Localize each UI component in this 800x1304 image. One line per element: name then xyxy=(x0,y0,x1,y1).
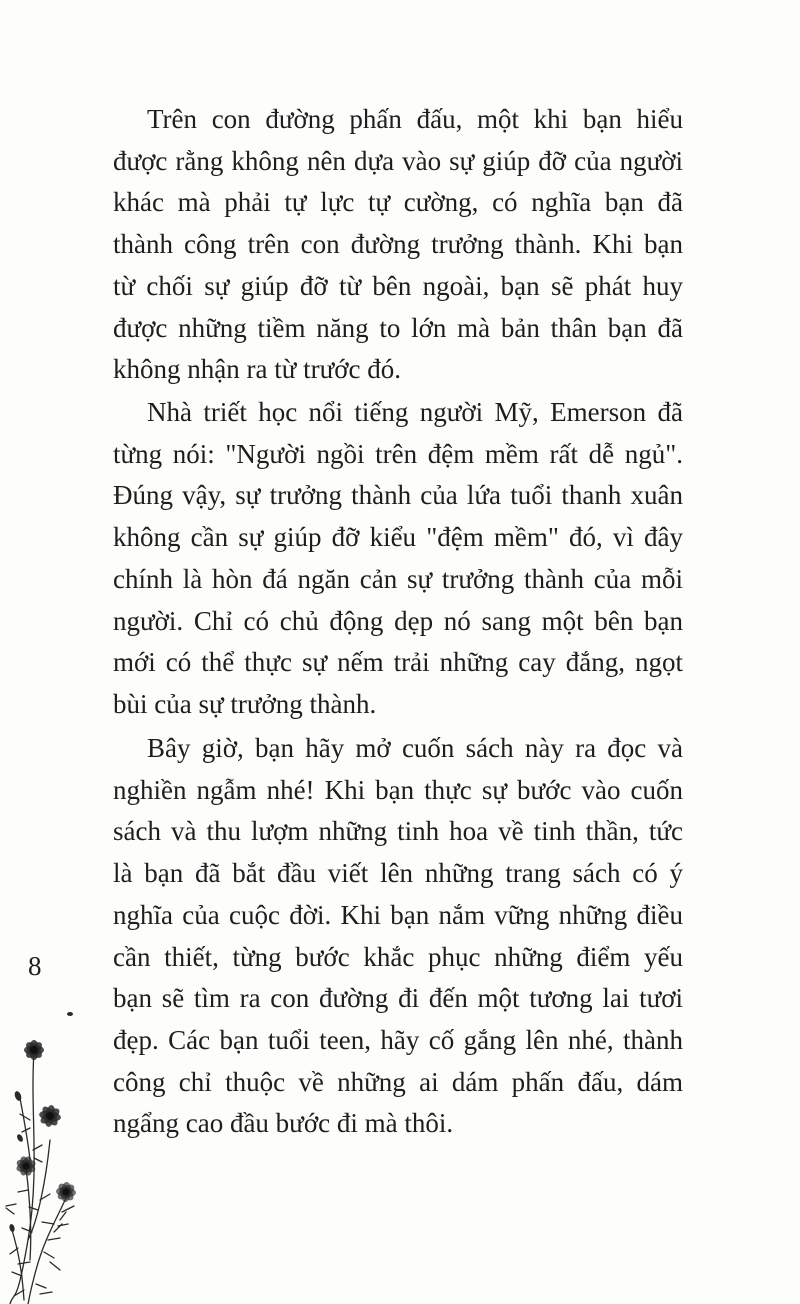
text-line: bạn sẽ tìm ra con đường đi đến một tương lai tươi xyxy=(113,983,683,1014)
text-line: được rằng không nên dựa vào sự giúp đỡ của người xyxy=(113,145,683,176)
text-line: nghĩa của cuộc đời. Khi bạn nắm vững những điều xyxy=(113,899,683,930)
paragraph-2 xyxy=(113,392,683,726)
paragraph-1 xyxy=(113,99,683,391)
text-line: công chỉ thuộc về những ai dám phấn đấu, dám xyxy=(113,1066,683,1097)
paragraph-3 xyxy=(113,728,683,1145)
text-line: người. Chỉ có chủ động dẹp nó sang một bên bạn xyxy=(113,605,683,636)
text-line: không nhận ra từ trước đó. xyxy=(113,354,401,385)
text-line: Trên con đường phấn đấu, một khi bạn hiểu xyxy=(147,104,683,134)
text-line: đẹp. Các bạn tuổi teen, hãy cố gắng lên nhé, thành xyxy=(113,1024,683,1055)
text-line: mới có thể thực sự nếm trải những cay đắng, ngọt xyxy=(113,647,683,678)
page-number: 8 xyxy=(28,951,42,981)
text-line: là bạn đã bắt đầu viết lên những trang sách có ý xyxy=(113,858,683,889)
text-line: từng nói: "Người ngồi trên đệm mềm rất dễ ngủ". xyxy=(113,438,683,469)
text-line: Bây giờ, bạn hãy mở cuốn sách này ra đọc và xyxy=(147,733,683,763)
text-line: được những tiềm năng to lớn mà bản thân bạn đã xyxy=(113,312,683,343)
text-line: ngẩng cao đầu bước đi mà thôi. xyxy=(113,1108,454,1139)
text-line: nghiền ngẫm nhé! Khi bạn thực sự bước vào cuốn xyxy=(113,774,683,805)
text-line: không cần sự giúp đỡ kiểu "đệm mềm" đó, vì đây xyxy=(113,522,683,553)
text-line: Đúng vậy, sự trưởng thành của lứa tuổi thanh xuân xyxy=(113,480,683,511)
text-line: cần thiết, từng bước khắc phục những điểm yếu xyxy=(113,941,683,972)
text-line: bùi của sự trưởng thành. xyxy=(113,688,377,719)
text-line: Nhà triết học nổi tiếng người Mỹ, Emerson đã xyxy=(147,397,683,427)
text-line: từ chối sự giúp đỡ từ bên ngoài, bạn sẽ phát huy xyxy=(113,270,683,301)
text-line: sách và thu lượm những tinh hoa về tinh thần, tức xyxy=(113,816,683,847)
text-line: thành công trên con đường trưởng thành. Khi bạn xyxy=(113,229,683,260)
text-line: khác mà phải tự lực tự cường, có nghĩa bạn đã xyxy=(113,187,683,218)
cosmos-flower-icon xyxy=(0,1000,95,1304)
text-line: chính là hòn đá ngăn cản sự trưởng thành của mỗi xyxy=(113,563,683,594)
